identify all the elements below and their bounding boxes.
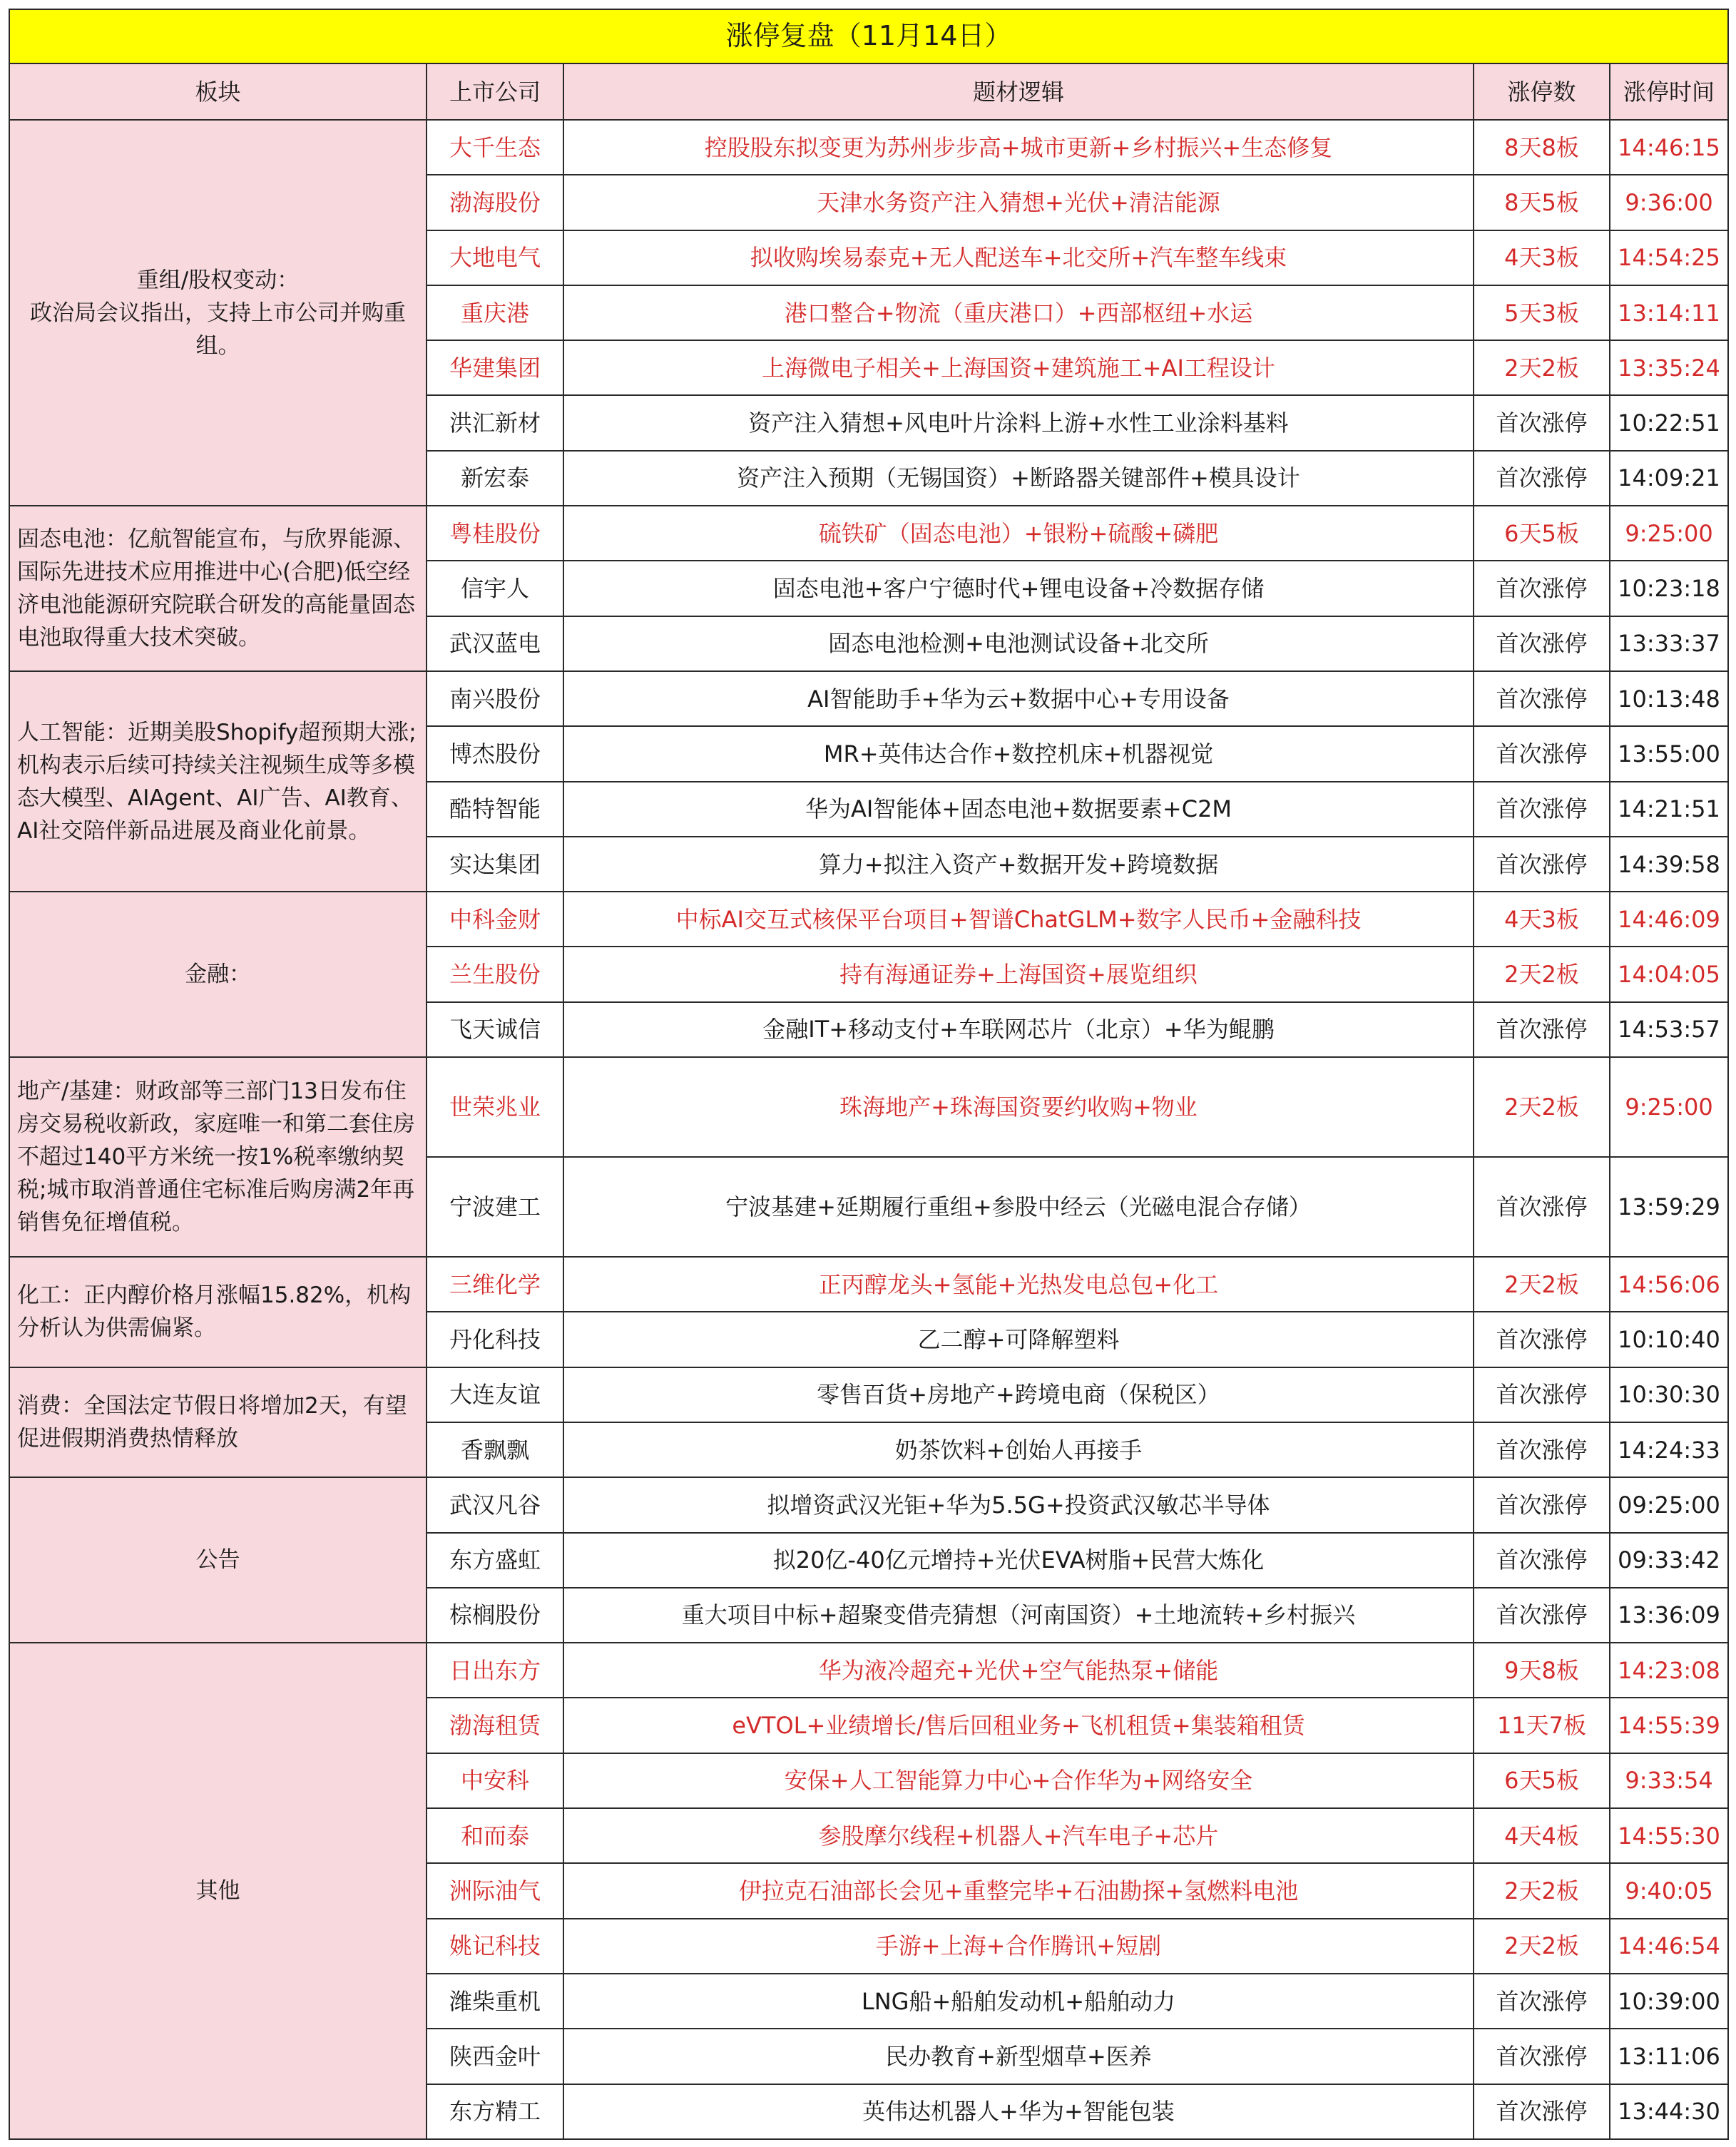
table-body — [9, 120, 1728, 2139]
logic-cell: 资产注入预期（无锡国资）+断路器关键部件+模具设计 — [563, 451, 1474, 506]
sector-cell — [9, 671, 427, 892]
limit-count-cell: 首次涨停 — [1474, 1002, 1610, 1057]
limit-time-cell: 13:44:30 — [1610, 2084, 1728, 2139]
limit-count-cell: 首次涨停 — [1474, 1533, 1610, 1588]
logic-cell: 天津水务资产注入猜想+光伏+清洁能源 — [563, 175, 1474, 230]
table-row — [9, 1057, 1728, 1157]
sector-text: 金融： — [185, 962, 251, 988]
table-row — [9, 1257, 1728, 1312]
limit-time-cell: 14:24:33 — [1610, 1422, 1728, 1477]
sector-text: 化工：正内醇价格月涨幅15.82%，机构分析认为供需偏紧。 — [17, 1282, 412, 1342]
limit-count-cell: 首次涨停 — [1474, 1588, 1610, 1643]
limit-time-cell: 9:40:05 — [1610, 1863, 1728, 1918]
logic-cell: 硫铁矿（固态电池）+银粉+硫酸+磷肥 — [563, 506, 1474, 561]
company-cell: 和而泰 — [427, 1808, 563, 1863]
logic-cell: MR+英伟达合作+数控机床+机器视觉 — [563, 726, 1474, 781]
limit-time-cell: 10:30:30 — [1610, 1367, 1728, 1422]
sector-cell — [9, 1643, 427, 2139]
logic-cell: LNG船+船舶发动机+船舶动力 — [563, 1974, 1474, 2029]
table-row — [9, 892, 1728, 947]
limit-count-cell: 6天5板 — [1474, 506, 1610, 561]
logic-cell: 固态电池+客户宁德时代+锂电设备+冷数据存储 — [563, 561, 1474, 616]
limit-count-cell: 8天5板 — [1474, 175, 1610, 230]
logic-cell: 拟20亿-40亿元增持+光伏EVA树脂+民营大炼化 — [563, 1533, 1474, 1588]
company-cell: 华建集团 — [427, 340, 563, 395]
limit-count-cell: 首次涨停 — [1474, 726, 1610, 781]
company-cell: 实达集团 — [427, 837, 563, 892]
sector-cell — [9, 1367, 427, 1478]
limit-time-cell: 13:36:09 — [1610, 1588, 1728, 1643]
limit-count-cell: 2天2板 — [1474, 947, 1610, 1001]
limit-time-cell: 13:55:00 — [1610, 726, 1728, 781]
limit-count-cell: 首次涨停 — [1474, 1367, 1610, 1422]
logic-cell: 金融IT+移动支付+车联网芯片（北京）+华为鲲鹏 — [563, 1002, 1474, 1057]
logic-cell: 正丙醇龙头+氢能+光热发电总包+化工 — [563, 1257, 1474, 1312]
limit-time-cell: 10:23:18 — [1610, 561, 1728, 616]
limit-time-cell: 14:46:09 — [1610, 892, 1728, 947]
logic-cell: eVTOL+业绩增长/售后回租业务+飞机租赁+集装箱租赁 — [563, 1698, 1474, 1753]
company-cell: 武汉凡谷 — [427, 1477, 563, 1532]
limit-time-cell: 14:46:54 — [1610, 1919, 1728, 1974]
header-sector: 板块 — [9, 63, 427, 120]
limit-time-cell: 14:56:06 — [1610, 1257, 1728, 1312]
limit-count-cell: 首次涨停 — [1474, 2084, 1610, 2139]
header-logic: 题材逻辑 — [563, 63, 1474, 120]
sector-cell — [9, 506, 427, 671]
limit-count-cell: 首次涨停 — [1474, 2029, 1610, 2084]
header-count: 涨停数 — [1474, 63, 1610, 120]
company-cell: 武汉蓝电 — [427, 616, 563, 671]
logic-cell: 华为液冷超充+光伏+空气能热泵+储能 — [563, 1643, 1474, 1698]
company-cell: 兰生股份 — [427, 947, 563, 1001]
company-cell: 南兴股份 — [427, 671, 563, 726]
limit-time-cell: 14:53:57 — [1610, 1002, 1728, 1057]
limit-count-cell: 8天8板 — [1474, 120, 1610, 175]
limit-time-cell: 14:39:58 — [1610, 837, 1728, 892]
sector-text: 公告 — [195, 1547, 240, 1574]
sector-cell — [9, 892, 427, 1057]
limit-count-cell: 首次涨停 — [1474, 451, 1610, 506]
limit-count-cell: 2天2板 — [1474, 1863, 1610, 1918]
limit-time-cell: 10:39:00 — [1610, 1974, 1728, 2029]
limit-time-cell: 9:33:54 — [1610, 1753, 1728, 1808]
logic-cell: 华为AI智能体+固态电池+数据要素+C2M — [563, 782, 1474, 837]
company-cell: 三维化学 — [427, 1257, 563, 1312]
sector-text: 政治局会议指出，支持上市公司并购重组。 — [30, 300, 406, 359]
limit-up-review-sheet — [9, 9, 1727, 2138]
company-cell: 香飘飘 — [427, 1422, 563, 1477]
logic-cell: 港口整合+物流（重庆港口）+西部枢纽+水运 — [563, 285, 1474, 340]
logic-cell: AI智能助手+华为云+数据中心+专用设备 — [563, 671, 1474, 726]
limit-time-cell: 13:11:06 — [1610, 2029, 1728, 2084]
logic-cell: 宁波基建+延期履行重组+参股中经云（光磁电混合存储） — [563, 1157, 1474, 1257]
logic-cell: 拟增资武汉光钜+华为5.5G+投资武汉敏芯半导体 — [563, 1477, 1474, 1532]
limit-time-cell: 10:13:48 — [1610, 671, 1728, 726]
limit-time-cell: 13:14:11 — [1610, 285, 1728, 340]
logic-cell: 参股摩尔线程+机器人+汽车电子+芯片 — [563, 1808, 1474, 1863]
company-cell: 棕榈股份 — [427, 1588, 563, 1643]
limit-time-cell: 9:36:00 — [1610, 175, 1728, 230]
limit-count-cell: 4天4板 — [1474, 1808, 1610, 1863]
logic-cell: 安保+人工智能算力中心+合作华为+网络安全 — [563, 1753, 1474, 1808]
company-cell: 飞天诚信 — [427, 1002, 563, 1057]
company-cell: 博杰股份 — [427, 726, 563, 781]
limit-count-cell: 11天7板 — [1474, 1698, 1610, 1753]
sector-cell — [9, 1057, 427, 1257]
company-cell: 陕西金叶 — [427, 2029, 563, 2084]
limit-time-cell: 14:55:39 — [1610, 1698, 1728, 1753]
header-time: 涨停时间 — [1610, 63, 1728, 120]
logic-cell: 奶茶饮料+创始人再接手 — [563, 1422, 1474, 1477]
company-cell: 渤海股份 — [427, 175, 563, 230]
company-cell: 潍柴重机 — [427, 1974, 563, 2029]
limit-time-cell: 14:09:21 — [1610, 451, 1728, 506]
limit-count-cell: 首次涨停 — [1474, 1312, 1610, 1367]
limit-time-cell: 10:10:40 — [1610, 1312, 1728, 1367]
company-cell: 丹化科技 — [427, 1312, 563, 1367]
limit-time-cell: 14:46:15 — [1610, 120, 1728, 175]
limit-count-cell: 首次涨停 — [1474, 837, 1610, 892]
company-cell: 大连友谊 — [427, 1367, 563, 1422]
limit-count-cell: 4天3板 — [1474, 230, 1610, 285]
logic-cell: 资产注入猜想+风电叶片涂料上游+水性工业涂料基料 — [563, 395, 1474, 450]
limit-time-cell: 14:23:08 — [1610, 1643, 1728, 1698]
limit-count-cell: 2天2板 — [1474, 1057, 1610, 1157]
logic-cell: 英伟达机器人+华为+智能包装 — [563, 2084, 1474, 2139]
limit-count-cell: 首次涨停 — [1474, 561, 1610, 616]
sector-cell — [9, 1257, 427, 1367]
limit-count-cell: 首次涨停 — [1474, 1974, 1610, 2029]
limit-time-cell: 14:04:05 — [1610, 947, 1728, 1001]
sector-text: 重组/股权变动： — [136, 267, 300, 293]
limit-time-cell: 13:33:37 — [1610, 616, 1728, 671]
company-cell: 粤桂股份 — [427, 506, 563, 561]
company-cell: 中科金财 — [427, 892, 563, 947]
logic-cell: 拟收购埃易泰克+无人配送车+北交所+汽车整车线束 — [563, 230, 1474, 285]
limit-time-cell: 13:35:24 — [1610, 340, 1728, 395]
table-row — [9, 120, 1728, 175]
limit-count-cell: 2天2板 — [1474, 340, 1610, 395]
logic-cell: 乙二醇+可降解塑料 — [563, 1312, 1474, 1367]
header-company: 上市公司 — [427, 63, 563, 120]
company-cell: 新宏泰 — [427, 451, 563, 506]
logic-cell: 民办教育+新型烟草+医养 — [563, 2029, 1474, 2084]
limit-count-cell: 4天3板 — [1474, 892, 1610, 947]
logic-cell: 重大项目中标+超聚变借壳猜想（河南国资）+土地流转+乡村振兴 — [563, 1588, 1474, 1643]
logic-cell: 控股股东拟变更为苏州步步高+城市更新+乡村振兴+生态修复 — [563, 120, 1474, 175]
limit-time-cell: 13:59:29 — [1610, 1157, 1728, 1257]
company-cell: 信宇人 — [427, 561, 563, 616]
company-cell: 酷特智能 — [427, 782, 563, 837]
company-cell: 东方精工 — [427, 2084, 563, 2139]
logic-cell: 零售百货+房地产+跨境电商（保税区） — [563, 1367, 1474, 1422]
limit-count-cell: 首次涨停 — [1474, 616, 1610, 671]
logic-cell: 持有海通证券+上海国资+展览组织 — [563, 947, 1474, 1001]
company-cell: 日出东方 — [427, 1643, 563, 1698]
limit-time-cell: 09:25:00 — [1610, 1477, 1728, 1532]
company-cell: 大地电气 — [427, 230, 563, 285]
logic-cell: 伊拉克石油部长会见+重整完毕+石油勘探+氢燃料电池 — [563, 1863, 1474, 1918]
limit-count-cell: 首次涨停 — [1474, 782, 1610, 837]
company-cell: 世荣兆业 — [427, 1057, 563, 1157]
company-cell: 宁波建工 — [427, 1157, 563, 1257]
sector-cell — [9, 120, 427, 506]
limit-time-cell: 14:21:51 — [1610, 782, 1728, 837]
logic-cell: 固态电池检测+电池测试设备+北交所 — [563, 616, 1474, 671]
table-row — [9, 1367, 1728, 1422]
limit-count-cell: 首次涨停 — [1474, 395, 1610, 450]
limit-count-cell: 首次涨停 — [1474, 1477, 1610, 1532]
limit-count-cell: 首次涨停 — [1474, 671, 1610, 726]
table-row — [9, 506, 1728, 561]
limit-time-cell: 10:22:51 — [1610, 395, 1728, 450]
logic-cell: 手游+上海+合作腾讯+短剧 — [563, 1919, 1474, 1974]
limit-count-cell: 2天2板 — [1474, 1919, 1610, 1974]
sector-text: 人工智能：近期美股Shopify超预期大涨;机构表示后续可持续关注视频生成等多模态大模型、AIAgent、AI广告、AI教育、AI社交陪伴新品进展及商业化前景。 — [17, 719, 417, 844]
limit-time-cell: 14:54:25 — [1610, 230, 1728, 285]
company-cell: 姚记科技 — [427, 1919, 563, 1974]
sector-text: 其他 — [195, 1877, 240, 1904]
limit-time-cell: 14:55:30 — [1610, 1808, 1728, 1863]
limit-count-cell: 首次涨停 — [1474, 1157, 1610, 1257]
logic-cell: 中标AI交互式核保平台项目+智谱ChatGLM+数字人民币+金融科技 — [563, 892, 1474, 947]
sector-text: 固态电池：亿航智能宣布，与欣界能源、国际先进技术应用推进中心(合肥)低空经济电池能源研究院联合研发的高能量固态电池取得重大技术突破。 — [17, 526, 415, 651]
limit-time-cell: 09:33:42 — [1610, 1533, 1728, 1588]
limit-count-cell: 9天8板 — [1474, 1643, 1610, 1698]
table-row — [9, 671, 1728, 726]
limit-count-cell: 首次涨停 — [1474, 1422, 1610, 1477]
sheet-title: 涨停复盘（11月14日） — [9, 9, 1728, 63]
company-cell: 中安科 — [427, 1753, 563, 1808]
company-cell: 东方盛虹 — [427, 1533, 563, 1588]
limit-count-cell: 6天5板 — [1474, 1753, 1610, 1808]
company-cell: 大千生态 — [427, 120, 563, 175]
sector-text: 消费：全国法定节假日将增加2天，有望促进假期消费热情释放 — [17, 1392, 407, 1452]
limit-count-cell: 2天2板 — [1474, 1257, 1610, 1312]
limit-time-cell: 9:25:00 — [1610, 1057, 1728, 1157]
table-row — [9, 1643, 1728, 1698]
logic-cell: 珠海地产+珠海国资要约收购+物业 — [563, 1057, 1474, 1157]
company-cell: 重庆港 — [427, 285, 563, 340]
logic-cell: 上海微电子相关+上海国资+建筑施工+AI工程设计 — [563, 340, 1474, 395]
limit-up-table — [9, 9, 1729, 2140]
limit-count-cell: 5天3板 — [1474, 285, 1610, 340]
company-cell: 洪汇新材 — [427, 395, 563, 450]
sector-text: 地产/基建：财政部等三部门13日发布住房交易税收新政，家庭唯一和第二套住房不超过140平方米统一按1%税率缴纳契税;城市取消普通住宅标准后购房满2年再销售免征增值税。 — [17, 1078, 415, 1236]
company-cell: 渤海租赁 — [427, 1698, 563, 1753]
logic-cell: 算力+拟注入资产+数据开发+跨境数据 — [563, 837, 1474, 892]
sector-cell — [9, 1477, 427, 1643]
table-row — [9, 1477, 1728, 1532]
limit-time-cell: 9:25:00 — [1610, 506, 1728, 561]
company-cell: 洲际油气 — [427, 1863, 563, 1918]
